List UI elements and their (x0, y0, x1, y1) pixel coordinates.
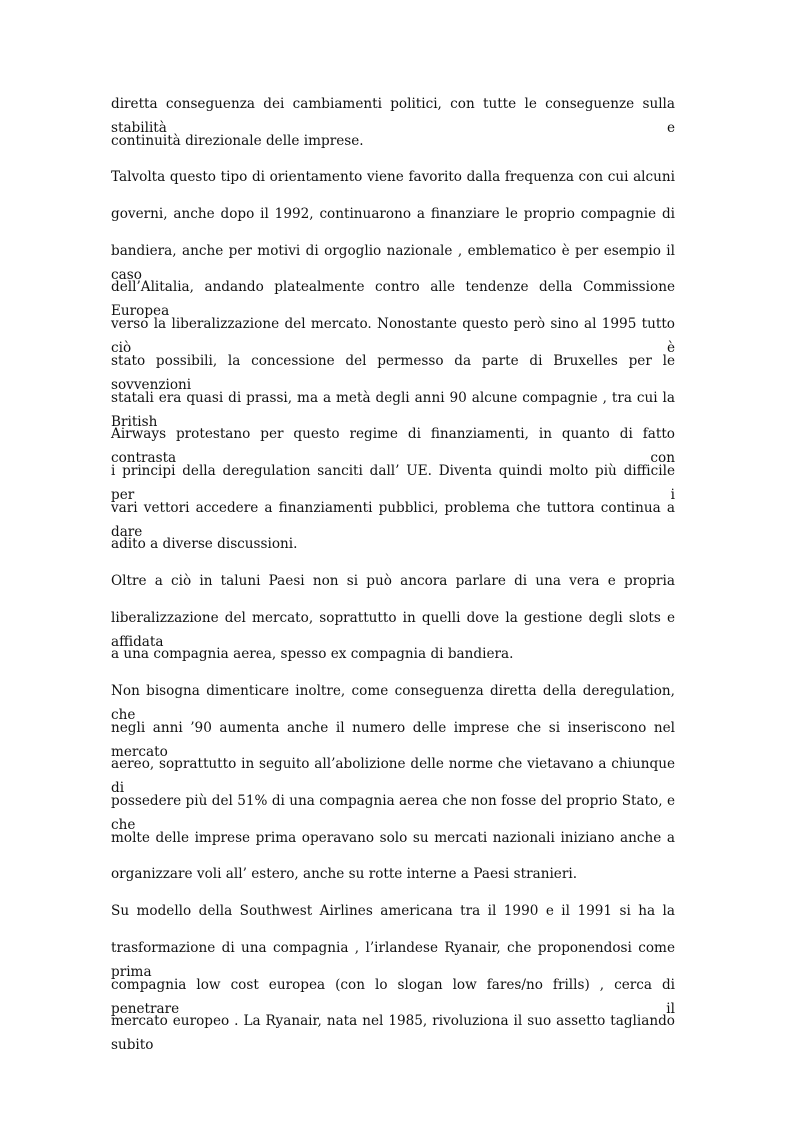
text-line: molte delle imprese prima operavano solo su mercati nazionali iniziano anche a (111, 829, 675, 846)
text-line: i principi della deregulation sanciti dall’ UE. Diventa quindi molto più difficile per i (111, 462, 675, 503)
text-line: liberalizzazione del mercato, soprattutto in quelli dove la gestione degli slots e affidata (111, 609, 675, 650)
text-line: organizzare voli all’ estero, anche su rotte interne a Paesi stranieri. (111, 866, 578, 883)
body-text (111, 92, 675, 1054)
text-line: negli anni ’90 aumenta anche il numero delle imprese che si inseriscono nel mercato (111, 719, 675, 760)
text-line: possedere più del 51% di una compagnia aerea che non fosse del proprio Stato, e che (111, 793, 675, 834)
text-line: trasformazione di una compagnia , l’irlandese Ryanair, che proponendosi come prima (111, 939, 675, 980)
text-line: Oltre a ciò in taluni Paesi non si può ancora parlare di una vera e propria (111, 572, 675, 589)
text-line: bandiera, anche per motivi di orgoglio nazionale , emblematico è per esempio il caso (111, 242, 675, 283)
text-line: diretta conseguenza dei cambiamenti politici, con tutte le conseguenze sulla stabilità e (111, 96, 675, 136)
text-line: governi, anche dopo il 1992, continuarono a finanziare le proprio compagnie di (111, 206, 675, 223)
text-line: continuità direzionale delle imprese. (111, 132, 364, 149)
text-line: Su modello della Southwest Airlines americana tra il 1990 e il 1991 si ha la (111, 903, 675, 920)
text-line: a una compagnia aerea, spesso ex compagnia di bandiera. (111, 646, 514, 663)
text-line: Talvolta questo tipo di orientamento viene favorito dalla frequenza con cui alcuni (111, 169, 675, 186)
text-line: statali era quasi di prassi, ma a metà degli anni 90 alcune compagnie , tra cui la British (111, 389, 675, 430)
text-line: adito a diverse discussioni. (111, 536, 298, 553)
text-line: compagnia low cost europea (con lo slogan low fares/no frills) , cerca di penetrare il (111, 976, 675, 1017)
text-line: stato possibili, la concessione del permesso da parte di Bruxelles per le sovvenzioni (111, 352, 675, 393)
text-line: verso la liberalizzazione del mercato. Nonostante questo però sino al 1995 tutto ciò è (111, 316, 675, 357)
text-line: vari vettori accedere a finanziamenti pubblici, problema che tuttora continua a dare (111, 499, 675, 540)
text-line: mercato europeo . La Ryanair, nata nel 1985, rivoluziona il suo assetto tagliando subito (111, 1013, 675, 1054)
text-line: dell’Alitalia, andando platealmente contro alle tendenze della Commissione Europea (111, 279, 675, 320)
text-line: aereo, soprattutto in seguito all’abolizione delle norme che vietavano a chiunque di (111, 756, 675, 797)
text-line: Airways protestano per questo regime di finanziamenti, in quanto di fatto contrasta con (111, 426, 675, 467)
text-line: Non bisogna dimenticare inoltre, come conseguenza diretta della deregulation, che (111, 683, 675, 723)
